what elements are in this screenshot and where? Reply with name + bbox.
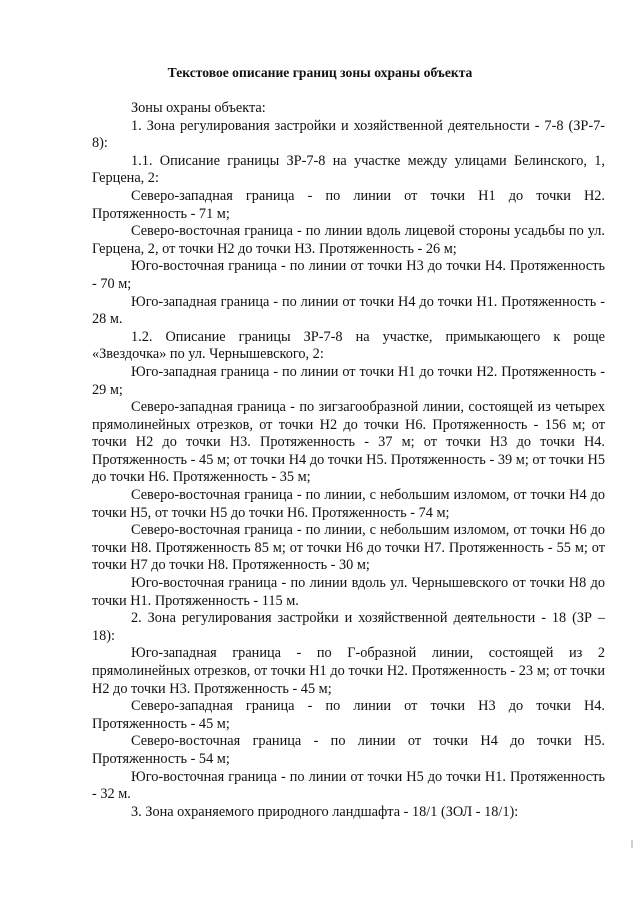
paragraph-zones-intro: Зоны охраны объекта: <box>131 100 266 116</box>
paragraph-zone-1-2-heading: 1.2. Описание границы ЗР-7-8 на участке, примыкающего к роще «Звездочка» по ул. Чернышевского, 2: <box>92 328 605 363</box>
paragraph-zone-3-heading: 3. Зона охраняемого природного ландшафта - 18/1 (ЗОЛ - 18/1): <box>131 803 519 820</box>
paragraph: Юго-западная граница - по Г-образной линии, состоящей из 2 прямолинейных отрезков, от точки Н1 до точки Н2. Протяженность - 23 м; от точки Н2 до точки Н3. Протяженность - 45 м; <box>92 645 605 697</box>
paragraph-zone-1-1-heading: 1.1. Описание границы ЗР-7-8 на участке между улицами Белинского, 1, Герцена, 2: <box>92 152 605 187</box>
paragraph: Северо-западная граница - по линии от точки Н3 до точки Н4. Протяженность - 45 м; <box>92 698 605 732</box>
paragraph: Северо-западная граница - по линии от точки Н1 до точки Н2. Протяженность - 71 м; <box>92 187 605 222</box>
paragraph: Юго-восточная граница - по линии от точки Н5 до точки Н1. Протяженность - 32 м. <box>92 768 605 803</box>
paragraph: Северо-восточная граница - по линии вдоль лицевой стороны усадьбы по ул. Герцена, 2, от точки Н2 до точки Н3. Протяженность - 26 м; <box>92 223 605 257</box>
paragraph: Северо-восточная граница - по линии от точки Н4 до точки Н5. Протяженность - 54 м; <box>92 733 605 767</box>
paragraph-zone-2-heading: 2. Зона регулирования застройки и хозяйственной деятельности - 18 (ЗР – 18): <box>92 610 605 644</box>
paragraph: Северо-восточная граница - по линии, с небольшим изломом, от точки Н6 до точки Н8. Протяженность 85 м; от точки Н6 до точки Н7. Протяженность - 55 м; от точки Н7 до точки Н8. Протяженность - 30 м; <box>92 522 605 574</box>
paragraph: Юго-восточная граница - по линии от точки Н3 до точки Н4. Протяженность - 70 м; <box>92 258 605 292</box>
paragraph: Юго-восточная граница - по линии вдоль ул. Чернышевского от точки Н8 до точки Н1. Протяженность - 115 м. <box>92 575 605 609</box>
paragraph: Северо-восточная граница - по линии, с небольшим изломом, от точки Н4 до точки Н5, от точки Н5 до точки Н6. Протяженность - 74 м; <box>92 487 605 521</box>
paragraph: Северо-западная граница - по зигзагообразной линии, состоящей из четырех прямолинейных отрезков, от точки Н2 до точки Н6. Протяженность - 156 м; от точки Н2 до точки Н3. Протяженность - 37 м; от точки Н3 до точки Н4. Протяженность - 45 м; от точки Н4 до точки Н5. Протяженность - 39 м; от точки Н5 до точки Н6. Протяженность - 35 м; <box>92 399 605 486</box>
paragraph-zone-1-heading: 1. Зона регулирования застройки и хозяйственной деятельности - 7-8 (ЗР-7-8): <box>92 117 605 152</box>
paragraph: Юго-западная граница - по линии от точки Н1 до точки Н2. Протяженность - 29 м; <box>92 363 605 398</box>
document-body <box>92 100 605 821</box>
paragraph: Юго-западная граница - по линии от точки Н4 до точки Н1. Протяженность - 28 м. <box>92 293 605 328</box>
document-title: Текстовое описание границ зоны охраны объекта <box>167 65 473 80</box>
scan-mark <box>631 840 633 848</box>
